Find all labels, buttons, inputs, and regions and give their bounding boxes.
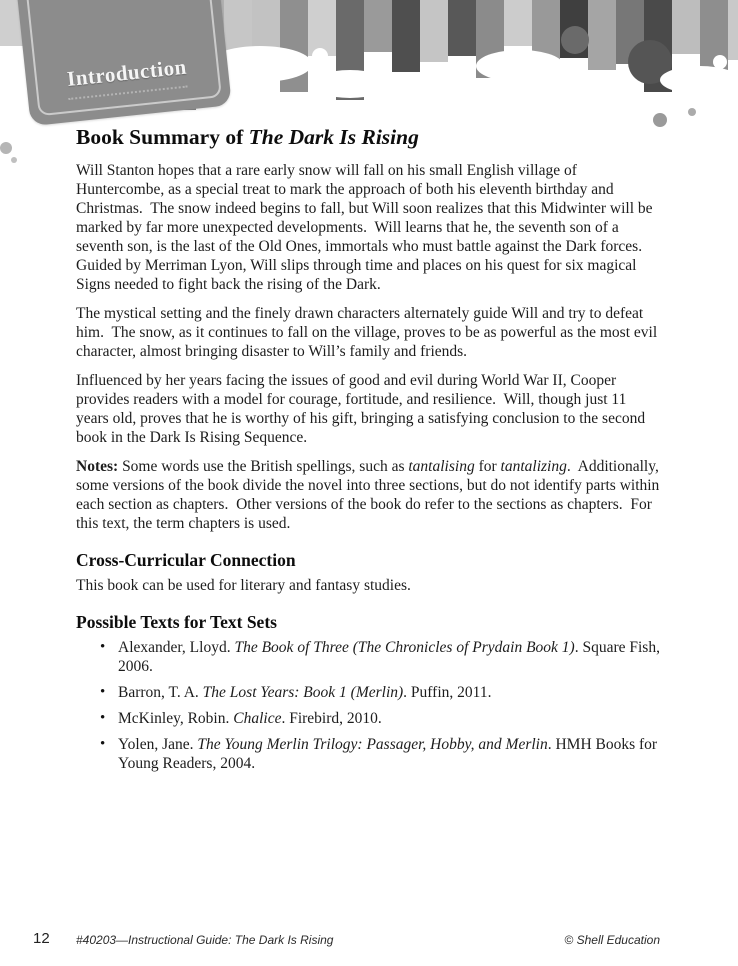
bullet-icon: • [100, 709, 106, 726]
main-content [76, 126, 662, 780]
list-item [100, 709, 662, 728]
summary-paragraph-3: Influenced by her years facing the issues of good and evil during World War II, Cooper provides readers with a model for courage, fortitude, and resilience. Will, though just 11 years old, proves that he is worthy of his gift, bringing a satisfying conclusion to the second book in the Dark Is Rising Sequence. [76, 371, 649, 446]
section-heading-possible-texts: Possible Texts for Text Sets [76, 611, 277, 632]
publisher-credit: © Shell Education [564, 933, 660, 947]
decorative-banner [0, 0, 738, 118]
citation-text: Barron, T. A. The Lost Years: Book 1 (Merlin). Puffin, 2011. [118, 683, 492, 701]
tab-label: Introduction [65, 54, 188, 92]
page-number: 12 [33, 930, 50, 947]
summary-paragraph-1: Will Stanton hopes that a rare early snow will fall on his small English village of Huntercombe, as a special treat to mark the approach of both his eleventh birthday and Christmas. The snow indeed begins to fall, but Will soon realizes that this Midwinter will be marked by far more unexpected developments. Will learns that he, the seventh son of a seventh son, is the last of the Old Ones, immortals who must battle against the Dark forces. Guided by Merriman Lyon, Will slips through time and places on his quest for six magical Signs needed to fight back the rising of the Dark. [76, 161, 657, 293]
bullet-icon: • [100, 683, 106, 700]
page-title [76, 126, 662, 150]
notes-paragraph: Notes: Some words use the British spellings, such as tantalising for tantalizing. Additionally, some versions of the book divide the novel into three sections, but do not identify parts within each section as chapters. Other versions of the book do refer to the sections as chapters. For this text, the term chapters is used. [76, 457, 664, 532]
bullet-icon: • [100, 735, 106, 752]
list-item [100, 638, 662, 676]
bullet-icon: • [100, 638, 106, 655]
section-heading-cross-curricular: Cross-Curricular Connection [76, 549, 296, 570]
book-identifier: #40203—Instructional Guide: The Dark Is Rising [76, 933, 334, 947]
text-set-list [76, 638, 662, 773]
page-title-prefix: Book Summary of [76, 125, 249, 149]
page-footer [0, 930, 738, 952]
citation-text: Alexander, Lloyd. The Book of Three (The Chronicles of Prydain Book 1). Square Fish, 2006. [118, 638, 664, 675]
page-title-book-name: The Dark Is Rising [248, 125, 419, 149]
introduction-tab [14, 0, 232, 126]
citation-text: Yolen, Jane. The Young Merlin Trilogy: Passager, Hobby, and Merlin. HMH Books for Young Readers, 2004. [118, 735, 661, 772]
list-item [100, 735, 662, 773]
summary-paragraph-2: The mystical setting and the finely drawn characters alternately guide Will and try to defeat him. The snow, as it continues to fall on the village, proves to be as powerful as the most evil character, almost bringing disaster to Will’s family and friends. [76, 304, 662, 360]
citation-text: McKinley, Robin. Chalice. Firebird, 2010. [118, 709, 382, 727]
list-item [100, 683, 662, 702]
cross-curricular-body: This book can be used for literary and fantasy studies. [76, 576, 411, 594]
